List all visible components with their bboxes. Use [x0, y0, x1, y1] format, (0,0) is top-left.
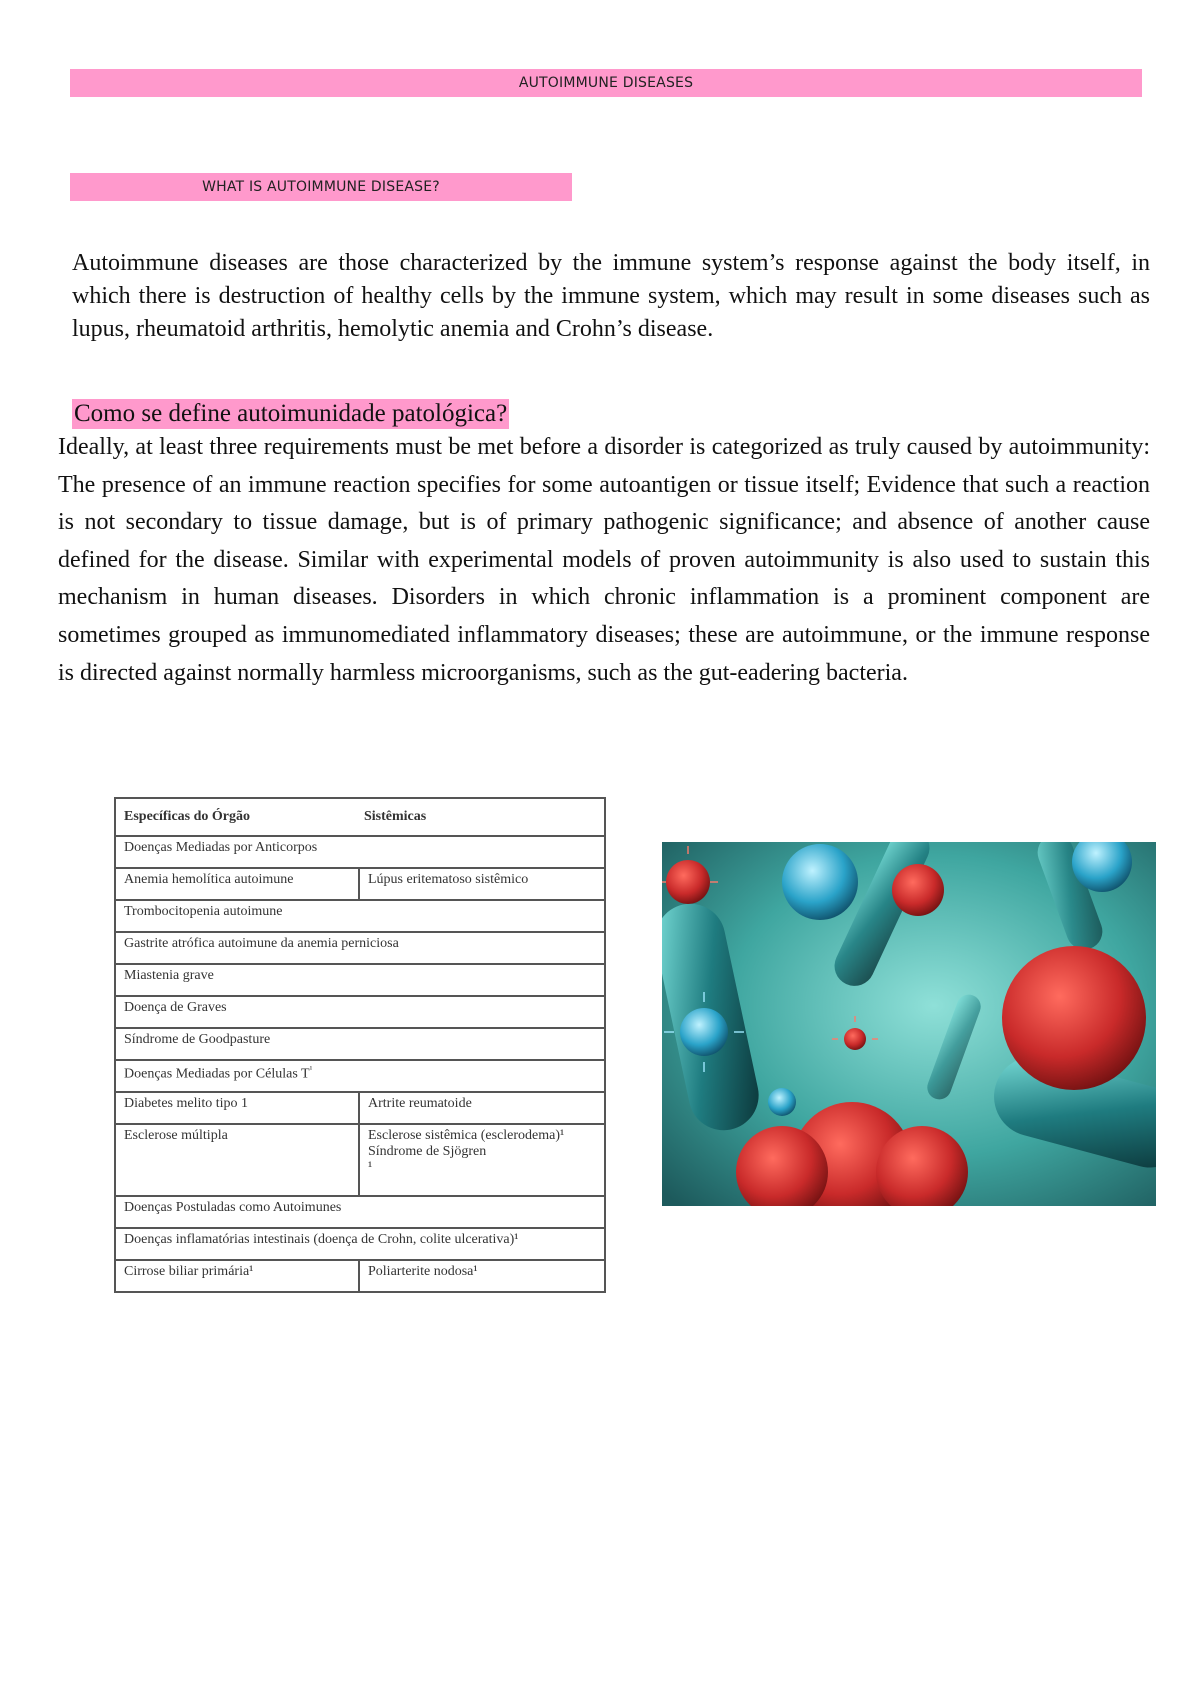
table-cell: Diabetes melito tipo 1	[115, 1092, 359, 1124]
table-row	[115, 836, 605, 868]
header-systemic: Sistêmicas	[364, 809, 427, 824]
body-paragraph: Ideally, at least three requirements must be met before a disorder is categorized as truly caused by autoimmunity: The presence of an immune reaction specifies for some autoantigen or tissue itself; Evidence that such a reaction is not secondary to tissue damage, but is of primary pathogenic significance; and absence of another cause defined for the disease. Similar with experimental models of proven autoimmunity is also used to sustain this mechanism in human diseases. Disorders in which chronic inflammation is a prominent component are sometimes grouped as immunomediated inflammatory diseases; these are autoimmune, or the immune response is directed against normally harmless microorganisms, such as the gut-eadering bacteria.	[58, 434, 1150, 686]
table-cell: Lúpus eritematoso sistêmico	[359, 868, 605, 900]
virus-cells-illustration	[662, 842, 1156, 1206]
table-cell	[359, 1124, 605, 1196]
question-heading: Como se define autoimunidade patológica?	[74, 400, 508, 427]
table-row	[115, 1260, 605, 1292]
section-postulated: Doenças Postuladas como Autoimunes	[115, 1196, 605, 1228]
table-cell: Artrite reumatoide	[359, 1092, 605, 1124]
table-cell: Esclerose múltipla	[115, 1124, 359, 1196]
intro-paragraph: Autoimmune diseases are those characterized by the immune system’s response against the body itself, in which there is destruction of healthy cells by the immune system, which may result in some diseases such as lupus, rheumatoid arthritis, hemolytic anemia and Crohn’s disease.	[72, 250, 1150, 342]
table-row	[115, 1124, 605, 1196]
cell-line: ¹	[368, 1160, 373, 1175]
table-header-row	[115, 798, 605, 836]
table-row	[115, 900, 605, 932]
footnote-mark: ¹	[309, 1064, 313, 1074]
table-row	[115, 1228, 605, 1260]
cell-line: Esclerose sistêmica (esclerodema)¹	[368, 1128, 565, 1143]
disease-classification-table	[114, 797, 606, 1293]
table-row	[115, 964, 605, 996]
table-row	[115, 1196, 605, 1228]
table-cell: Doença de Graves	[115, 996, 605, 1028]
table-cell: Gastrite atrófica autoimune da anemia perniciosa	[115, 932, 605, 964]
cell-line: Síndrome de Sjögren	[368, 1144, 487, 1159]
table-cell: Miastenia grave	[115, 964, 605, 996]
table-cell: Cirrose biliar primária¹	[115, 1260, 359, 1292]
table-cell: Poliarterite nodosa¹	[359, 1260, 605, 1292]
table-header-cell	[115, 798, 605, 836]
table-row	[115, 1060, 605, 1092]
table-row	[115, 932, 605, 964]
table-cell: Anemia hemolítica autoimune	[115, 868, 359, 900]
table-row	[115, 1092, 605, 1124]
table-row	[115, 1028, 605, 1060]
section-antibody-mediated: Doenças Mediadas por Anticorpos	[115, 836, 605, 868]
section-tcell-label: Doenças Mediadas por Células T	[124, 1066, 310, 1082]
table-cell: Doenças inflamatórias intestinais (doença de Crohn, colite ulcerativa)¹	[115, 1228, 605, 1260]
page-title: AUTOIMMUNE DISEASES	[70, 69, 1142, 97]
table-cell: Trombocitopenia autoimune	[115, 900, 605, 932]
section-tcell-mediated	[115, 1060, 605, 1092]
header-organ-specific: Específicas do Órgão	[124, 809, 250, 824]
table-row	[115, 996, 605, 1028]
table-row	[115, 868, 605, 900]
section-heading: WHAT IS AUTOIMMUNE DISEASE?	[70, 173, 572, 201]
table-cell: Síndrome de Goodpasture	[115, 1028, 605, 1060]
